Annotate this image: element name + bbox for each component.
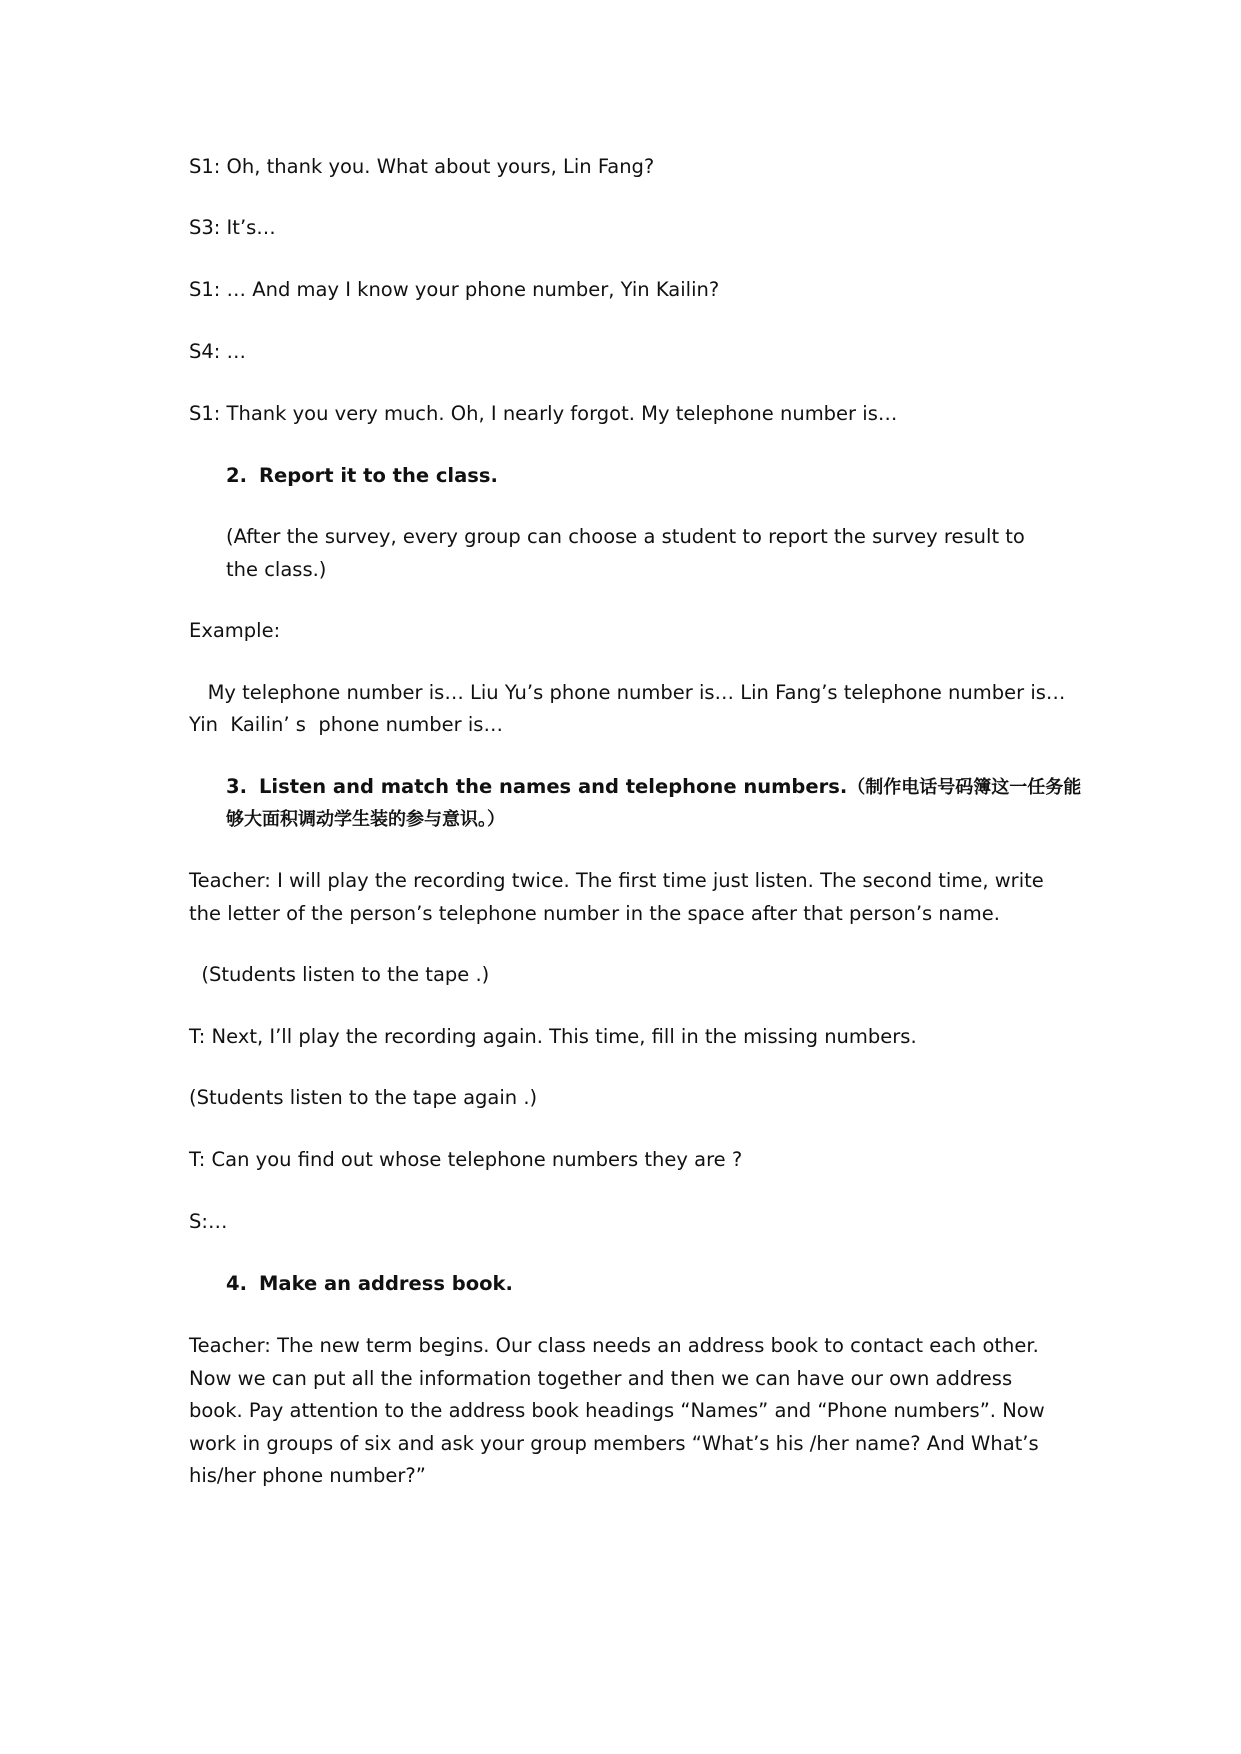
example-line-1: My telephone number is… Liu Yu’s phone number is… Lin Fang’s telephone number is… bbox=[189, 681, 1066, 704]
dialogue-line-s4: S4: … bbox=[189, 340, 247, 363]
dialogue-line-s1-thanks: S1: Oh, thank you. What about yours, Lin Fang? bbox=[189, 155, 655, 178]
dialogue-line-s1-phone: S1: … And may I know your phone number, Yin Kailin? bbox=[189, 278, 720, 301]
step3-teacher-question: T: Can you find out whose telephone numbers they are ? bbox=[189, 1148, 743, 1171]
step3-listen-again: (Students listen to the tape again .) bbox=[189, 1086, 538, 1109]
step4-number: 4. bbox=[226, 1272, 247, 1295]
step2-heading bbox=[226, 460, 498, 492]
step2-number: 2. bbox=[226, 464, 247, 487]
step3-student-answer: S:… bbox=[189, 1210, 228, 1233]
step3-heading bbox=[226, 771, 1081, 804]
step4-teacher-instruction: Teacher: The new term begins. Our class needs an address book to contact each other. Now we can put all the information together and then we can have our own address book. Pay attention to the address book headings “Names” and “Phone numbers”. Now work in groups of six and ask your group members “What’s his /her name? And What’s his/her phone number?” bbox=[189, 1334, 1045, 1487]
example-line-2: Yin Kailin’ s phone number is… bbox=[189, 713, 503, 736]
step3-teacher-instruction: Teacher: I will play the recording twice. The first time just listen. The second time, write the letter of the person’s telephone number in the space after that person’s name. bbox=[189, 869, 1044, 925]
example-label: Example: bbox=[189, 619, 281, 642]
step3-title: Listen and match the names and telephone numbers. bbox=[259, 775, 848, 798]
step3-cjk-note-line2: 够大面积调动学生装的参与意识。） bbox=[226, 809, 505, 830]
step3-teacher-next: T: Next, I’ll play the recording again. This time, fill in the missing numbers. bbox=[189, 1025, 917, 1048]
step2-title: Report it to the class. bbox=[259, 464, 498, 487]
step3-cjk-note-line2-wrap bbox=[226, 803, 505, 836]
dialogue-line-s3: S3: It’s… bbox=[189, 216, 276, 239]
step3-listen-first: (Students listen to the tape .) bbox=[189, 963, 490, 986]
step4-title: Make an address book. bbox=[259, 1272, 513, 1295]
step3-cjk-note-line1: （制作电话号码簿这一任务能 bbox=[847, 777, 1082, 798]
step4-heading bbox=[226, 1268, 513, 1300]
step3-number: 3. bbox=[226, 775, 247, 798]
step2-note: (After the survey, every group can choose a student to report the survey result to the class.) bbox=[226, 525, 1025, 581]
dialogue-line-s1-forgot: S1: Thank you very much. Oh, I nearly forgot. My telephone number is… bbox=[189, 402, 898, 425]
